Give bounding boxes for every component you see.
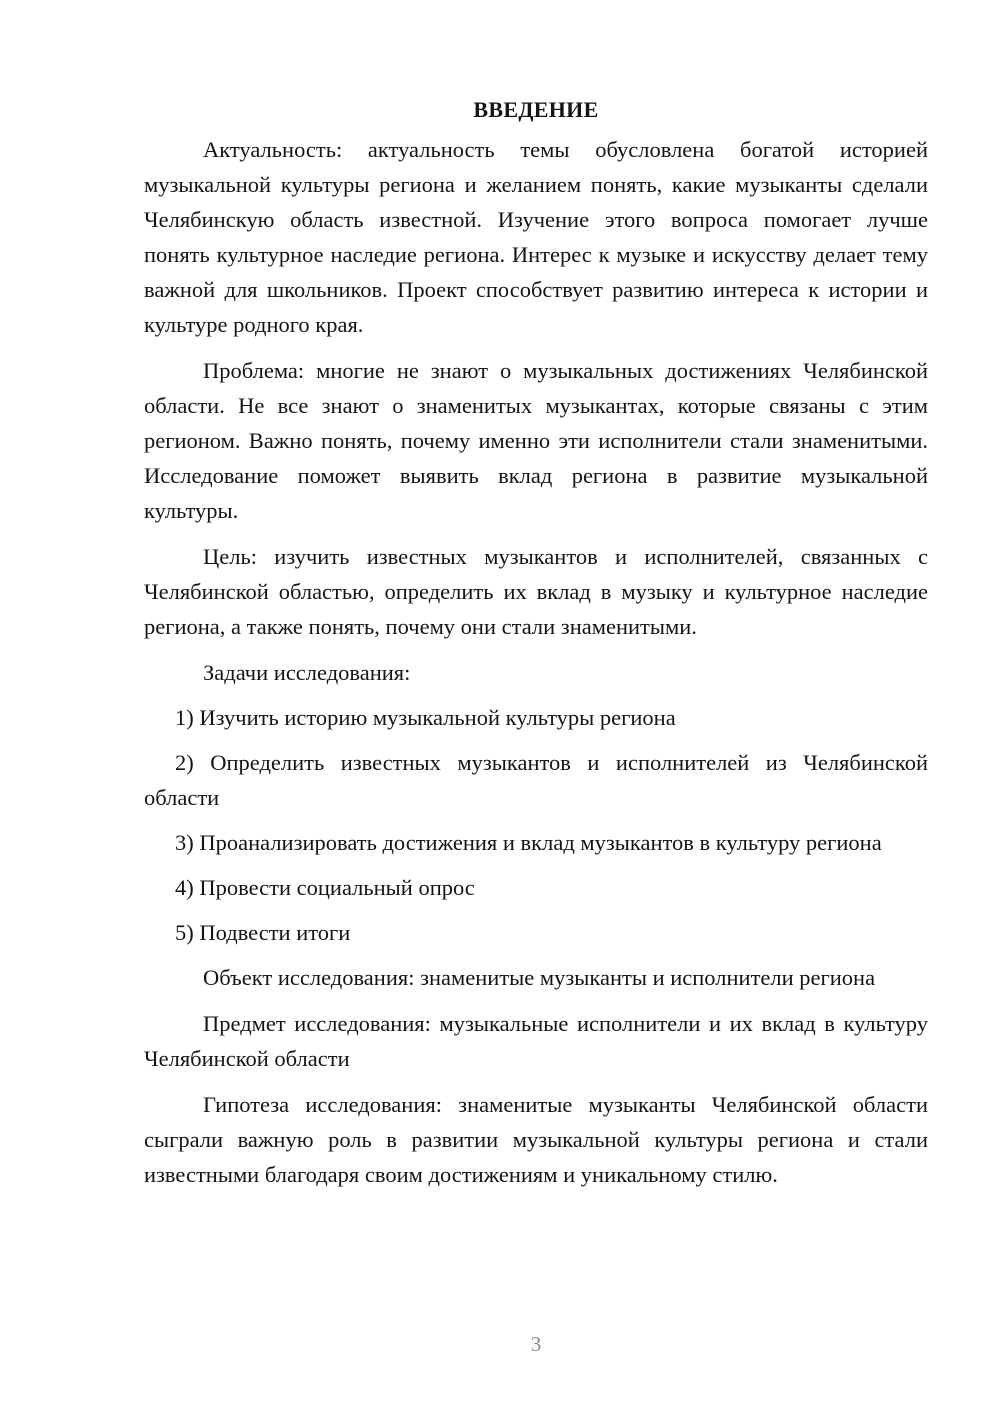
relevance-paragraph: Актуальность: актуальность темы обусловлена богатой историей музыкальной культуры региона и желанием понять, какие музыканты сделали Челябинскую область известной. Изучение этого вопроса помогает лучше понять культурное наследие региона. Интерес к музыке и искусству делает тему важной для школьников. Проект способствует развитию интереса к истории и культуре родного края. [144, 137, 928, 337]
task-item-2: 2) Определить известных музыкантов и исполнителей из Челябинской области [144, 750, 928, 810]
goal-paragraph: Цель: изучить известных музыкантов и исполнителей, связанных с Челябинской областью, определить их вклад в музыку и культурное наследие региона, а также понять, почему они стали знаменитыми. [144, 544, 928, 639]
page-title: ВВЕДЕНИЕ [473, 97, 599, 122]
page-number: 3 [530, 1332, 542, 1356]
task-item-4: 4) Провести социальный опрос [175, 875, 475, 900]
hypothesis-paragraph: Гипотеза исследования: знаменитые музыканты Челябинской области сыграли важную роль в развитии музыкальной культуры региона и стали известными благодаря своим достижениям и уникальному стилю. [144, 1092, 928, 1187]
document-page [144, 92, 928, 1203]
subject-paragraph: Предмет исследования: музыкальные исполнители и их вклад в культуру Челябинской области [144, 1011, 928, 1071]
task-item-1: 1) Изучить историю музыкальной культуры региона [175, 705, 676, 730]
tasks-heading: Задачи исследования: [203, 660, 411, 685]
task-item-3: 3) Проанализировать достижения и вклад музыкантов в культуру региона [175, 830, 882, 855]
task-item-5: 5) Подвести итоги [175, 920, 351, 945]
object-paragraph: Объект исследования: знаменитые музыканты и исполнители региона [203, 965, 876, 990]
problem-paragraph: Проблема: многие не знают о музыкальных достижениях Челябинской области. Не все знают о знаменитых музыкантах, которые связаны с этим регионом. Важно понять, почему именно эти исполнители стали знаменитыми. Исследование поможет выявить вклад региона в развитие музыкальной культуры. [144, 358, 928, 523]
